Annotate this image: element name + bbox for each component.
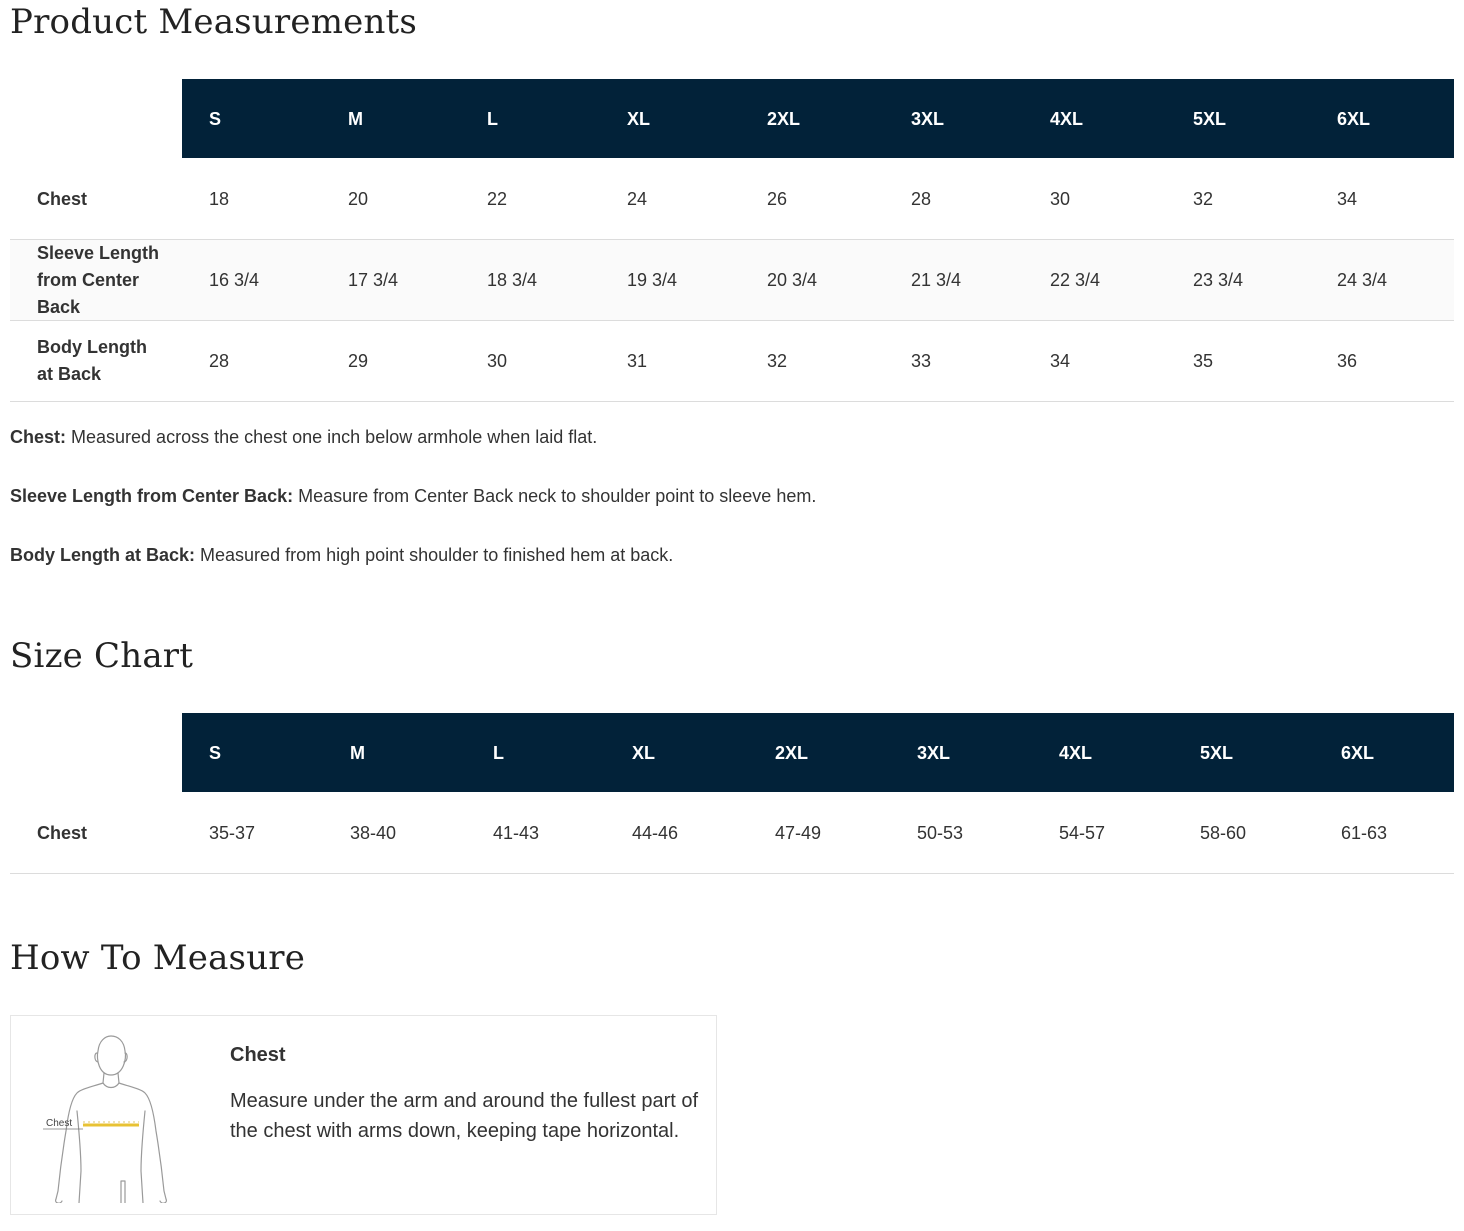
note-text: Measured across the chest one inch below armhole when laid flat. <box>66 427 598 447</box>
how-to-measure-title: How To Measure <box>10 938 306 978</box>
value-cell: 20 3/4 <box>767 269 818 290</box>
value-cell: 17 3/4 <box>348 269 399 290</box>
product-measurements-title: Product Measurements <box>10 2 418 42</box>
row-label: Chest <box>37 822 88 843</box>
header-bar <box>182 79 1454 158</box>
note-term: Sleeve Length from Center Back: <box>10 486 294 506</box>
measurement-notes <box>10 424 1410 601</box>
value-cell: 50-53 <box>917 822 964 843</box>
chest-measure-figure <box>41 1031 211 1203</box>
value-cell: 38-40 <box>350 822 397 843</box>
value-cell: 24 <box>627 188 648 209</box>
value-cell: 21 3/4 <box>911 269 962 290</box>
measure-item-title: Chest <box>230 1044 286 1066</box>
value-cell: 22 <box>487 188 508 209</box>
product-measurements-table <box>10 79 1454 402</box>
size-header-cell: 3XL <box>911 108 945 129</box>
size-header-cell: M <box>348 108 363 129</box>
table-row <box>10 321 1454 402</box>
value-cell: 18 3/4 <box>487 269 538 290</box>
figure-label: Chest <box>46 1118 73 1129</box>
row-label: Sleeve Length from Center Back <box>37 242 160 317</box>
value-cell: 29 <box>348 350 369 371</box>
value-cell: 16 3/4 <box>209 269 260 290</box>
size-header-cell: 3XL <box>917 742 951 763</box>
size-header-cell: S <box>209 108 222 129</box>
value-cell: 30 <box>1050 188 1071 209</box>
value-cell: 22 3/4 <box>1050 269 1101 290</box>
value-cell: 33 <box>911 350 932 371</box>
size-header-cell: L <box>487 108 498 129</box>
value-cell: 61-63 <box>1341 822 1388 843</box>
measure-item-description: Measure under the arm and around the fullest part of the chest with arms down, keeping tape horizontal. <box>230 1090 699 1142</box>
value-cell: 47-49 <box>775 822 822 843</box>
note-text: Measure from Center Back neck to shoulder point to sleeve hem. <box>293 486 817 506</box>
note-body-length <box>10 542 1410 601</box>
value-cell: 32 <box>1193 188 1214 209</box>
value-cell: 36 <box>1337 350 1358 371</box>
size-header-cell: 5XL <box>1193 108 1227 129</box>
value-cell: 28 <box>911 188 932 209</box>
size-header-cell: XL <box>632 742 656 763</box>
size-header-cell: 4XL <box>1050 108 1084 129</box>
value-cell: 35-37 <box>209 822 256 843</box>
size-header-cell: 6XL <box>1341 742 1375 763</box>
size-header-cell: 6XL <box>1337 108 1371 129</box>
size-header-cell: XL <box>627 108 651 129</box>
value-cell: 32 <box>767 350 788 371</box>
header-bar <box>182 713 1454 792</box>
size-header-cell: 4XL <box>1059 742 1093 763</box>
value-cell: 30 <box>487 350 508 371</box>
value-cell: 44-46 <box>632 822 679 843</box>
value-cell: 18 <box>209 188 230 209</box>
value-cell: 19 3/4 <box>627 269 678 290</box>
value-cell: 58-60 <box>1200 822 1247 843</box>
table-row <box>10 240 1454 321</box>
table-row <box>10 159 1454 240</box>
value-cell: 54-57 <box>1059 822 1106 843</box>
value-cell: 31 <box>627 350 648 371</box>
table-header-row <box>10 713 1454 793</box>
size-header-cell: 5XL <box>1200 742 1234 763</box>
note-chest <box>10 424 1410 483</box>
size-header-cell: S <box>209 742 222 763</box>
value-cell: 26 <box>767 188 788 209</box>
row-label: Body Length at Back <box>37 337 147 384</box>
note-term: Body Length at Back: <box>10 545 196 565</box>
value-cell: 34 <box>1337 188 1358 209</box>
value-cell: 20 <box>348 188 369 209</box>
value-cell: 23 3/4 <box>1193 269 1244 290</box>
size-header-cell: 2XL <box>775 742 809 763</box>
table-row <box>10 793 1454 874</box>
note-text: Measured from high point shoulder to finished hem at back. <box>195 545 674 565</box>
value-cell: 41-43 <box>493 822 540 843</box>
value-cell: 24 3/4 <box>1337 269 1388 290</box>
size-chart-title: Size Chart <box>10 636 194 676</box>
value-cell: 35 <box>1193 350 1214 371</box>
row-label: Chest <box>37 188 88 209</box>
value-cell: 34 <box>1050 350 1071 371</box>
table-header-row <box>10 79 1454 159</box>
value-cell: 28 <box>209 350 230 371</box>
size-header-cell: M <box>350 742 365 763</box>
size-header-cell: 2XL <box>767 108 801 129</box>
measure-card <box>10 1015 717 1215</box>
size-header-cell: L <box>493 742 504 763</box>
size-chart-table <box>10 713 1454 874</box>
note-sleeve-length <box>10 483 1410 542</box>
note-term: Chest: <box>10 427 67 447</box>
